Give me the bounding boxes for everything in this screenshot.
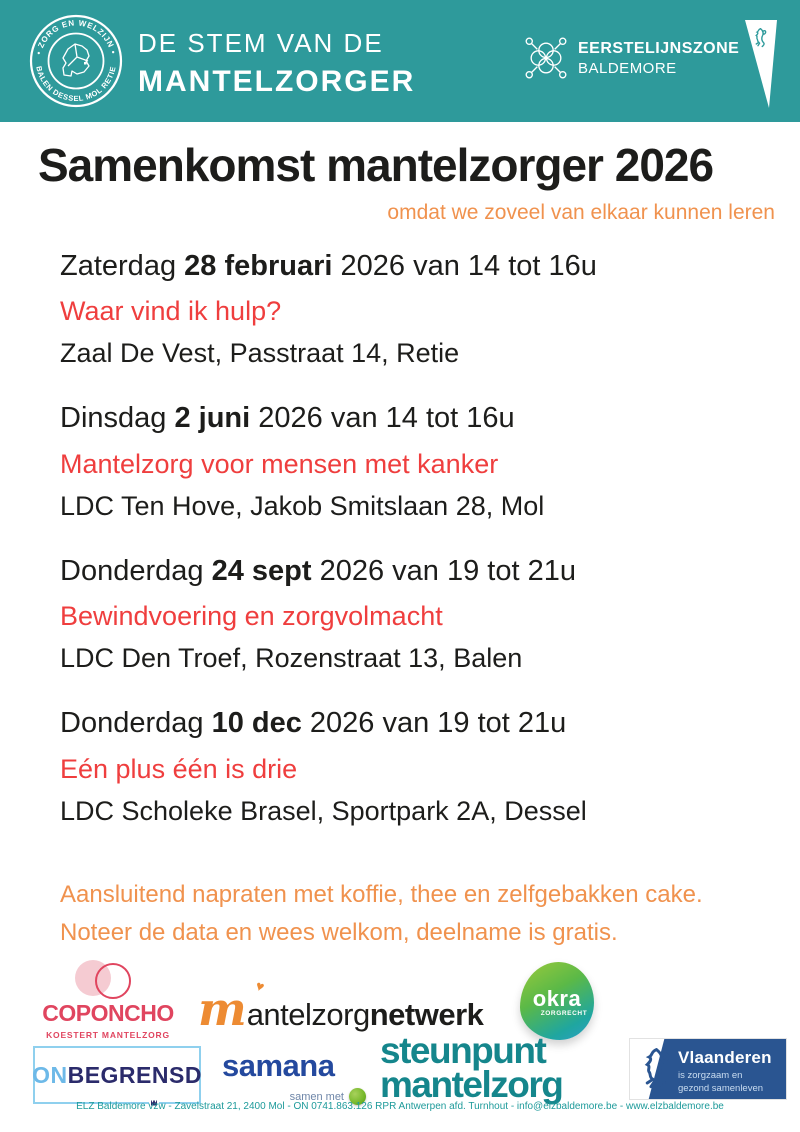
event-date-bold: 2 juni [174, 402, 251, 435]
eerstelijnszone-network-icon [524, 36, 568, 80]
event-time: 2026 van 14 tot 16u [250, 402, 515, 435]
brand-line2: MANTELZORGER [138, 65, 416, 98]
onbegrensd-rest: BEGRENSD [67, 1061, 202, 1088]
partner-logo-vlaanderen [629, 1038, 787, 1100]
event-item [60, 555, 760, 674]
event-topic: Mantelzorg voor mensen met kanker [60, 448, 499, 479]
event-item [60, 707, 760, 826]
event-day: Donderdag [60, 554, 212, 587]
partner-logo-onbegrensd [33, 1046, 201, 1104]
header-bar [0, 0, 800, 122]
event-date [60, 402, 760, 435]
svg-text:BALEN DESSEL MOL RETIE [34, 65, 117, 103]
partner-logo-steunpunt-mantelzorg [380, 1030, 610, 1106]
partner-logo-samana [222, 1048, 372, 1105]
closing-line1: Aansluitend napraten met koffie, thee en zelfgebakken cake. [60, 881, 703, 908]
steunpunt-line1: steunpunt [380, 1030, 546, 1071]
coponcho-name: COPONCHO [42, 1000, 174, 1026]
zorg-en-welzijn-badge-icon [28, 13, 124, 109]
partner-logo-okra [520, 962, 594, 1040]
event-location: Zaal De Vest, Passtraat 14, Retie [60, 338, 460, 369]
event-date-bold: 24 sept [211, 554, 312, 587]
closing-note [60, 876, 760, 953]
vlaanderen-tagline1: is zorgzaam en [678, 1070, 743, 1081]
page-subtitle: omdat we zoveel van elkaar kunnen leren [387, 201, 775, 224]
eerstelijnszone-logo [524, 36, 739, 80]
coponcho-circles-icon [33, 960, 183, 1000]
baldemore-label: BALDEMORE [578, 59, 677, 77]
flanders-pennant-icon [744, 20, 778, 108]
closing-line2: Noteer de data en wees welkom, deelname is gratis. [60, 919, 618, 947]
event-date [60, 707, 760, 740]
event-date [60, 555, 760, 588]
event-topic: Waar vind ik hulp? [60, 296, 282, 327]
event-location: LDC Ten Hove, Jakob Smitslaan 28, Mol [60, 490, 545, 521]
okra-name: okra [532, 985, 582, 1011]
event-date-bold: 10 dec [211, 707, 302, 740]
event-time: 2026 van 19 tot 21u [301, 707, 567, 740]
event-item [60, 250, 760, 369]
page-title: Samenkomst mantelzorger 2026 [38, 139, 714, 191]
okra-sub: ZORGRECHT [540, 1009, 588, 1017]
flemish-lion-icon [634, 1044, 674, 1096]
mzn-script-m: m [198, 982, 247, 1036]
event-day: Zaterdag [60, 250, 185, 282]
samana-name: samana [222, 1048, 335, 1083]
event-topic: Eén plus één is drie [60, 753, 298, 784]
onbegrensd-on: ON [32, 1061, 68, 1088]
mzn-bold: netwerk [369, 997, 484, 1032]
partner-logo-mantelzorgnetwerk [198, 977, 498, 1036]
badge-arc-bottom-text: BALEN DESSEL MOL RETIE [34, 65, 118, 104]
steunpunt-line2: mantelzorg [380, 1064, 563, 1106]
heart-icon: ♥ [253, 977, 267, 995]
badge-arc-top-text: • ZORG EN WELZIJN • [34, 18, 118, 56]
partner-logo-coponcho [33, 960, 183, 1040]
coponcho-tagline: KOESTERT MANTELZORG [46, 1030, 170, 1040]
event-item [60, 402, 760, 521]
event-date [60, 250, 760, 283]
event-location: LDC Scholeke Brasel, Sportpark 2A, Dessel [60, 795, 587, 826]
event-topic: Bewindvoering en zorgvolmacht [60, 601, 443, 632]
event-day: Dinsdag [60, 402, 175, 435]
brand-wordmark [138, 28, 415, 99]
eerstelijnszone-label: EERSTELIJNSZONE [578, 39, 740, 57]
event-day: Donderdag [60, 707, 212, 740]
vlaanderen-tagline2: gezond samenleven [678, 1083, 764, 1095]
event-date-bold: 28 februari [184, 250, 333, 282]
event-location: LDC Den Troef, Rozenstraat 13, Balen [60, 643, 523, 674]
samana-tagline: samen met [289, 1090, 344, 1103]
mzn-middle: antelzorg [246, 997, 370, 1032]
events-list [60, 250, 760, 860]
footer-contact-line: ELZ Baldemore vzw - Zavelstraat 21, 2400 Mol - ON 0741.863.126 RPR Antwerpen afd. Turnhout - info@elzbaldemore.be - www.elzbaldemore.be [76, 1101, 724, 1112]
event-time: 2026 van 19 tot 21u [311, 554, 576, 587]
vlaanderen-name: Vlaanderen [678, 1048, 772, 1067]
event-time: 2026 van 14 tot 16u [332, 250, 597, 282]
brand-line1: DE STEM VAN DE [138, 28, 384, 58]
municipalities-map-icon [63, 44, 89, 76]
